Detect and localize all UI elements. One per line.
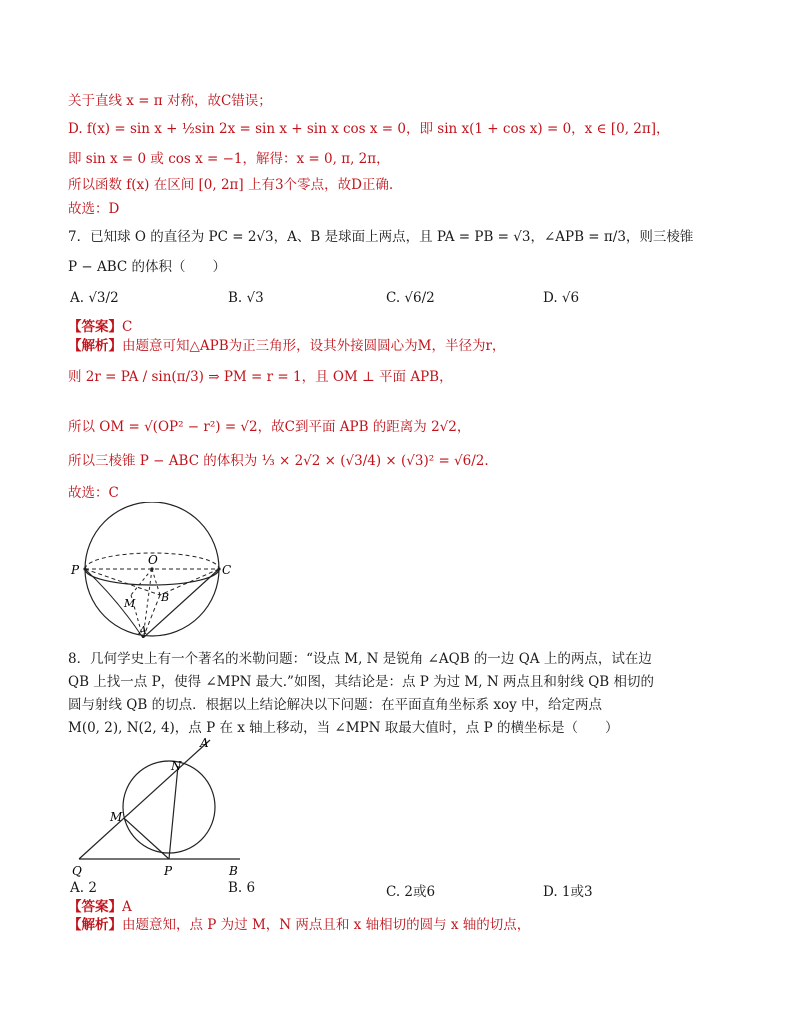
q7-stem-line-2: P − ABC 的体积（ ）: [68, 259, 227, 275]
q8-stem-line-4: M(0, 2), N(2, 4)，点 P 在 x 轴上移动，当 ∠MPN 取最大值时，点 P 的横坐标是（ ）: [68, 720, 619, 736]
q8-option-a: A. 2: [70, 880, 97, 896]
q7-analysis-line-1: [68, 337, 505, 355]
q7-option-b: B. √3: [228, 290, 264, 306]
q8-miller-figure: [70, 732, 250, 880]
q7-option-d: D. √6: [543, 290, 580, 306]
q7-choose-line: 故选：C: [68, 485, 119, 501]
q8-option-d: D. 1或3: [543, 884, 593, 900]
answer-value: C: [122, 319, 133, 335]
analysis-text: 由题意可知△APB为正三角形，设其外接圆圆心为M，半径为r，: [122, 338, 506, 354]
q7-option-a: A. √3/2: [70, 290, 119, 306]
label-b: B: [161, 591, 170, 604]
q7-answer-line: [68, 318, 132, 336]
answer-value: A: [122, 899, 132, 915]
label-m: M: [110, 810, 123, 824]
label-n: N: [171, 759, 182, 773]
q7-analysis-line-2: 则 2r = PA / sin(π/3) ⇒ PM = r = 1，且 OM ⊥ 平面 APB，: [68, 369, 453, 385]
q6-solution-line-3: 即 sin x = 0 或 cos x = −1，解得：x = 0, π, 2π，: [68, 151, 390, 167]
q7-option-c: C. √6/2: [386, 290, 435, 306]
q8-option-b: B. 6: [228, 880, 256, 896]
q8-analysis-line-1: [68, 916, 530, 934]
q8-stem-line-2: QB 上找一点 P，使得 ∠MPN 最大.”如图，其结论是：点 P 为过 M, N 两点且和射线 QB 相切的: [68, 674, 654, 690]
label-m: M: [124, 597, 136, 610]
answer-tag: 【答案】: [68, 899, 122, 915]
q8-answer-line: [68, 898, 132, 916]
analysis-text: 由题意知，点 P 为过 M，N 两点且和 x 轴相切的圆与 x 轴的切点，: [122, 917, 531, 933]
q8-option-c: C. 2或6: [386, 884, 436, 900]
q7-analysis-line-3: 所以 OM = √(OP² − r²) = √2，故C到平面 APB 的距离为 2√2，: [68, 419, 471, 435]
q6-solution-line-1: 关于直线 x = π 对称，故C错误；: [68, 93, 272, 109]
q6-solution-line-2: D. f(x) = sin x + ½sin 2x = sin x + sin x cos x = 0，即 sin x(1 + cos x) = 0，x ∈ [0, 2π]，: [68, 121, 670, 137]
answer-tag: 【答案】: [68, 319, 122, 335]
q7-stem-line-1: 7．已知球 O 的直径为 PC = 2√3，A、B 是球面上两点，且 PA = PB = √3，∠APB = π/3，则三棱锥: [68, 229, 694, 245]
q7-sphere-figure: [66, 502, 246, 638]
analysis-tag: 【解析】: [68, 917, 122, 933]
q6-solution-line-4: 所以函数 f(x) 在区间 [0, 2π] 上有3个零点，故D正确.: [68, 177, 394, 193]
label-p: P: [71, 563, 80, 577]
q6-choose-line: 故选：D: [68, 201, 120, 217]
q8-stem-line-3: 圆与射线 QB 的切点．根据以上结论解决以下问题：在平面直角坐标系 xoy 中，给定两点: [68, 697, 603, 713]
label-b: B: [229, 864, 238, 878]
label-c: C: [222, 563, 232, 577]
label-q: Q: [72, 864, 82, 878]
label-p: P: [164, 864, 173, 878]
q7-analysis-line-4: 所以三棱锥 P − ABC 的体积为 ⅓ × 2√2 × (√3/4) × (√3)² = √6/2.: [68, 453, 489, 469]
q8-stem-line-1: 8．几何学史上有一个著名的米勒问题：“设点 M, N 是锐角 ∠AQB 的一边 QA 上的两点，试在边: [68, 651, 652, 667]
label-a: A: [200, 736, 209, 750]
label-a: A: [139, 624, 147, 637]
analysis-tag: 【解析】: [68, 338, 122, 354]
label-o: O: [148, 553, 158, 567]
